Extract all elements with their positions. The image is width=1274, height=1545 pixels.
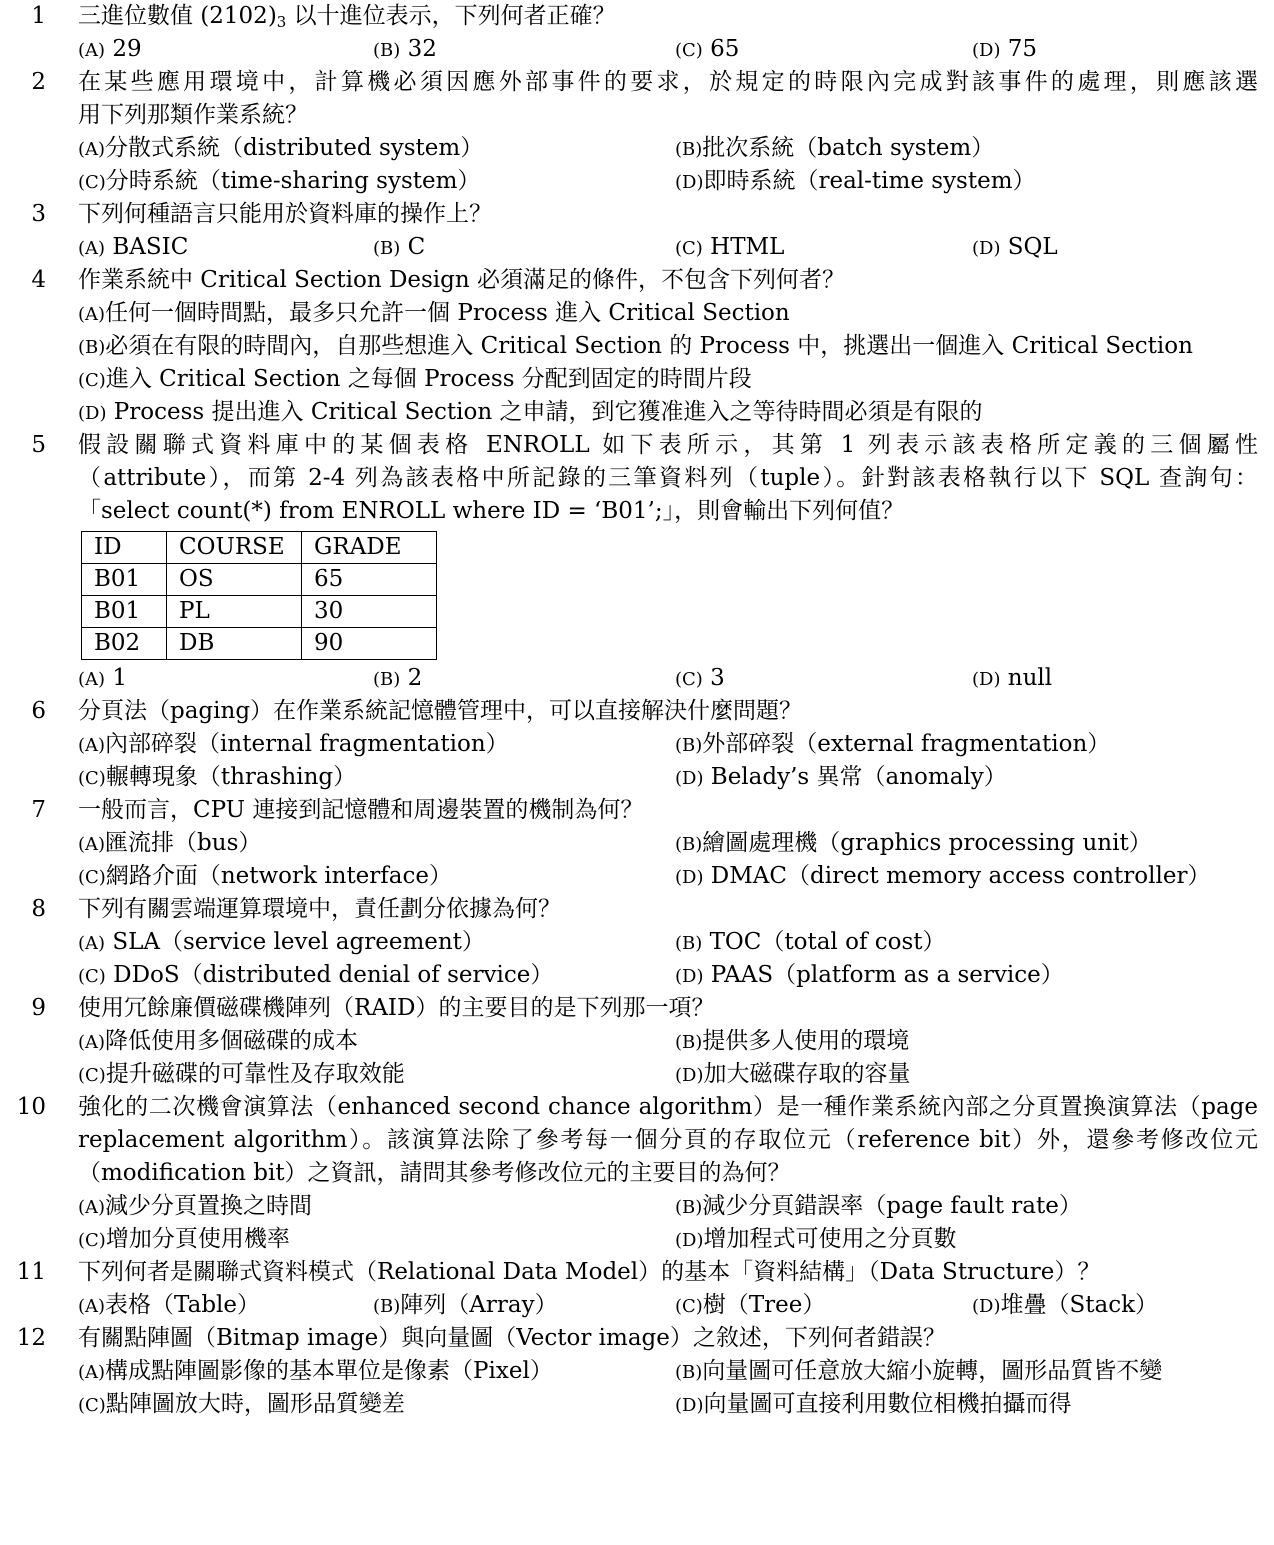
question-line [0, 1322, 1274, 1355]
options-row [0, 231, 1274, 264]
option-c [78, 1058, 405, 1092]
question-number: 8 [31, 896, 46, 922]
question-text: 使用冗餘廉價磁碟機陣列（RAID）的主要目的是下列那一項？ [78, 995, 715, 1021]
option-label: (D) [972, 40, 1001, 61]
option-label: (B) [373, 669, 401, 690]
question-5 [0, 429, 1274, 695]
table-cell: B01 [82, 596, 167, 628]
option-text: 加大磁碟存取的容量 [703, 1061, 911, 1087]
option-a [78, 231, 188, 265]
option-label: (D) [675, 768, 704, 789]
option-b [373, 1289, 558, 1323]
option-c [78, 860, 452, 894]
option-label: (A) [78, 669, 106, 690]
option-text: 網路介面（network interface） [105, 863, 453, 889]
option-label: (D) [675, 867, 704, 888]
option-text: C [400, 234, 426, 260]
question-number: 5 [31, 432, 46, 458]
question-4 [0, 264, 1274, 429]
option-text: 增加分頁使用機率 [105, 1226, 290, 1252]
option-b [675, 1190, 1082, 1224]
option-text: 增加程式可使用之分頁數 [703, 1226, 957, 1252]
question-text: 作業系統中 Critical Section Design 必須滿足的條件，不包含下列何者？ [78, 267, 845, 293]
option-label: (B) [675, 139, 703, 160]
options-row [0, 959, 1274, 992]
question-line [0, 1124, 1274, 1157]
question-11 [0, 1256, 1274, 1322]
option-d [675, 959, 1064, 993]
option-text: 75 [1000, 36, 1038, 62]
option-text: SQL [1000, 234, 1058, 260]
option-text: HTML [702, 234, 785, 260]
question-text: 「select count(*) from ENROLL where ID = ‘B01’;」，則會輸出下列何值？ [78, 498, 905, 524]
table-cell: COURSE [167, 532, 302, 564]
option-label: (D) [675, 1395, 704, 1416]
option-label: (D) [972, 238, 1001, 259]
option-text: 匯流排（bus） [105, 830, 262, 856]
table-cell: GRADE [302, 532, 437, 564]
question-line [0, 794, 1274, 827]
options-row [0, 132, 1274, 165]
option-a [78, 827, 261, 861]
question-text: replacement algorithm）。該演算法除了參考每一個分頁的存取位元（reference bit）外，還參考修改位元 [78, 1127, 1258, 1153]
question-12 [0, 1322, 1274, 1421]
question-line [0, 66, 1274, 99]
table-cell: B02 [82, 628, 167, 660]
option-c [78, 1388, 405, 1422]
option-text: 進入 Critical Section 之每個 Process 分配到固定的時間片段 [105, 366, 752, 392]
option-label: (D) [675, 966, 704, 987]
question-9 [0, 992, 1274, 1091]
question-number: 10 [16, 1094, 46, 1120]
option-text: DMAC（direct memory access controller） [703, 863, 1211, 889]
option-label: (A) [78, 735, 106, 756]
option-label: (C) [675, 1296, 703, 1317]
option-text: null [1000, 665, 1053, 691]
table-cell: B01 [82, 564, 167, 596]
option-a [78, 728, 509, 762]
options-row [0, 827, 1274, 860]
option-text: 1 [105, 665, 127, 691]
option-b [675, 827, 1152, 861]
table-row [82, 596, 437, 628]
option-text: TOC（total of cost） [702, 929, 946, 955]
option-label: (B) [675, 933, 703, 954]
option-b [373, 231, 425, 265]
options-row [0, 1289, 1274, 1322]
question-line [0, 0, 1274, 33]
option-label: (B) [675, 1362, 703, 1383]
question-text-part: 以十進位表示，下列何者正確？ [286, 3, 616, 29]
option-text: DDoS（distributed denial of service） [105, 962, 554, 988]
option-text: 29 [105, 36, 142, 62]
question-line [0, 1256, 1274, 1289]
table-cell: PL [167, 596, 302, 628]
table-cell: 90 [302, 628, 437, 660]
question-text: （modification bit）之資訊，請問其參考修改位元的主要目的為何？ [78, 1160, 791, 1186]
question-line [0, 1091, 1274, 1124]
question-line [0, 695, 1274, 728]
option-a [78, 926, 485, 960]
option-text: 降低使用多個磁碟的成本 [105, 1028, 359, 1054]
option-label: (B) [675, 1032, 703, 1053]
question-line [0, 462, 1274, 495]
option-text: 樹（Tree） [702, 1292, 826, 1318]
options-row [0, 33, 1274, 66]
option-text: 繪圖處理機（graphics processing unit） [702, 830, 1152, 856]
option-label: (B) [675, 1197, 703, 1218]
options-row [0, 860, 1274, 893]
option-b [675, 926, 946, 960]
options-row [0, 297, 1274, 330]
option-label: (A) [78, 1296, 106, 1317]
option-c [675, 1289, 825, 1323]
option-label: (C) [675, 238, 703, 259]
option-b [373, 662, 422, 696]
option-label: (A) [78, 1362, 106, 1383]
option-text: 減少分頁置換之時間 [105, 1193, 313, 1219]
option-d [675, 165, 1036, 199]
question-text: 用下列那類作業系統？ [78, 102, 308, 128]
table-cell: OS [167, 564, 302, 596]
options-row [0, 761, 1274, 794]
option-label: (B) [675, 735, 703, 756]
option-label: (B) [373, 238, 401, 259]
option-c [675, 231, 784, 265]
option-text: 3 [702, 665, 725, 691]
option-label: (B) [373, 1296, 401, 1317]
option-d [675, 1388, 1071, 1422]
question-line [0, 264, 1274, 297]
option-text: 32 [400, 36, 437, 62]
option-text: 外部碎裂（external fragmentation） [702, 731, 1111, 757]
question-number: 4 [31, 267, 46, 293]
options-row [0, 1025, 1274, 1058]
option-text: 點陣圖放大時，圖形品質變差 [105, 1391, 405, 1417]
question-number: 2 [31, 69, 46, 95]
option-text: 65 [702, 36, 740, 62]
option-label: (C) [78, 370, 106, 391]
question-text: 有關點陣圖（Bitmap image）與向量圖（Vector image）之敘述，下列何者錯誤？ [78, 1325, 946, 1351]
option-a [78, 1025, 358, 1059]
table-row [82, 532, 437, 564]
question-text: 在某些應用環境中，計算機必須因應外部事件的要求，於規定的時限內完成對該事件的處理，則應該選 [78, 69, 1258, 95]
option-label: (A) [78, 834, 106, 855]
option-label: (A) [78, 238, 106, 259]
option-text: 2 [400, 665, 423, 691]
options-row [0, 1388, 1274, 1421]
option-label: (C) [78, 966, 106, 987]
option-d [675, 1223, 956, 1257]
question-line [0, 429, 1274, 462]
option-d [972, 662, 1052, 696]
question-text: 一般而言，CPU 連接到記憶體和周邊裝置的機制為何？ [78, 797, 644, 823]
option-c [78, 165, 480, 199]
question-number: 12 [16, 1325, 46, 1351]
option-label: (A) [78, 304, 106, 325]
question-line [0, 992, 1274, 1025]
option-a [78, 662, 127, 696]
table-cell: ID [82, 532, 167, 564]
option-label: (D) [78, 403, 107, 424]
question-10 [0, 1091, 1274, 1256]
option-text: 向量圖可任意放大縮小旋轉，圖形品質皆不變 [702, 1358, 1163, 1384]
option-a [78, 1289, 260, 1323]
option-text: 批次系統（batch system） [702, 135, 995, 161]
option-label: (A) [78, 1197, 106, 1218]
option-label: (C) [78, 1065, 106, 1086]
option-d [78, 396, 982, 430]
question-line [0, 99, 1274, 132]
table-cell: 30 [302, 596, 437, 628]
options-row [0, 728, 1274, 761]
table-row [82, 564, 437, 596]
question-number: 1 [31, 3, 46, 29]
option-b [675, 132, 994, 166]
question-text: 分頁法（paging）在作業系統記憶體管理中，可以直接解決什麼問題？ [78, 698, 803, 724]
question-number: 9 [31, 995, 46, 1021]
option-c [675, 662, 725, 696]
option-text: Process 提出進入 Critical Section 之申請，到它獲准進入之等待時間必須是有限的 [106, 399, 983, 425]
option-label: (C) [78, 172, 106, 193]
option-text: 分散式系統（distributed system） [105, 135, 484, 161]
option-c [78, 959, 553, 993]
question-6 [0, 695, 1274, 794]
option-label: (A) [78, 40, 106, 61]
options-row [0, 1190, 1274, 1223]
option-c [78, 363, 752, 397]
question-text: （attribute），而第 2-4 列為該表格中所記錄的三筆資料列（tuple）。針對該表格執行以下 SQL 查詢句： [78, 465, 1258, 491]
question-8 [0, 893, 1274, 992]
option-label: (D) [972, 669, 1001, 690]
option-label: (D) [675, 1065, 704, 1086]
table-cell: 65 [302, 564, 437, 596]
option-text: BASIC [105, 234, 189, 260]
option-text: 向量圖可直接利用數位相機拍攝而得 [703, 1391, 1072, 1417]
options-row [0, 165, 1274, 198]
option-d [972, 1289, 1158, 1323]
option-a [78, 1190, 312, 1224]
question-text: 假設關聯式資料庫中的某個表格 ENROLL 如下表所示，其第 1 列表示該表格所定義的三個屬性 [78, 432, 1258, 458]
table-row [82, 628, 437, 660]
options-row [0, 1355, 1274, 1388]
question-3 [0, 198, 1274, 264]
question-2 [0, 66, 1274, 198]
option-d [675, 761, 1007, 795]
option-label: (C) [675, 669, 703, 690]
question-number: 11 [16, 1259, 46, 1285]
option-label: (D) [675, 172, 704, 193]
option-d [675, 860, 1210, 894]
option-b [675, 728, 1110, 762]
enroll-table [81, 531, 437, 660]
option-label: (A) [78, 1032, 106, 1053]
option-a [78, 1355, 553, 1389]
options-row [0, 926, 1274, 959]
option-d [675, 1058, 910, 1092]
options-row [0, 330, 1274, 363]
option-b [78, 330, 1193, 364]
option-text: 輾轉現象（thrashing） [105, 764, 357, 790]
option-text: Belady’s 異常（anomaly） [703, 764, 1007, 790]
question-text: 強化的二次機會演算法（enhanced second chance algorithm）是一種作業系統內部之分頁置換演算法（page [78, 1094, 1258, 1120]
options-row [0, 363, 1274, 396]
option-label: (B) [675, 834, 703, 855]
option-label: (B) [373, 40, 401, 61]
options-row [0, 1058, 1274, 1091]
option-label: (C) [78, 768, 106, 789]
option-c [675, 33, 739, 67]
options-row [0, 396, 1274, 429]
option-text: 提升磁碟的可靠性及存取效能 [105, 1061, 405, 1087]
question-text: 下列何者是關聯式資料模式（Relational Data Model）的基本「資料結構」（Data Structure）？ [78, 1259, 1101, 1285]
question-number: 3 [31, 201, 46, 227]
option-b [373, 33, 437, 67]
option-text: 必須在有限的時間內，自那些想進入 Critical Section 的 Process 中，挑選出一個進入 Critical Section [105, 333, 1193, 359]
option-label: (B) [78, 337, 106, 358]
option-d [972, 33, 1037, 67]
option-a [78, 297, 790, 331]
table-cell: DB [167, 628, 302, 660]
question-text [78, 0, 1258, 33]
option-text: 堆疊（Stack） [1000, 1292, 1159, 1318]
option-text: 即時系統（real-time system） [703, 168, 1036, 194]
question-text: 下列有關雲端運算環境中，責任劃分依據為何？ [78, 896, 561, 922]
option-text: 提供多人使用的環境 [702, 1028, 910, 1054]
option-text: 分時系統（time-sharing system） [105, 168, 481, 194]
question-text: 下列何種語言只能用於資料庫的操作上？ [78, 201, 492, 227]
question-1 [0, 0, 1274, 66]
question-number: 6 [31, 698, 46, 724]
option-d [972, 231, 1058, 265]
option-a [78, 132, 483, 166]
question-line [0, 893, 1274, 926]
option-text: PAAS（platform as a service） [703, 962, 1064, 988]
option-a [78, 33, 142, 67]
question-line [0, 1157, 1274, 1190]
options-row [0, 662, 1274, 695]
option-label: (D) [675, 1230, 704, 1251]
option-text: 表格（Table） [105, 1292, 261, 1318]
question-number: 7 [31, 797, 46, 823]
option-label: (A) [78, 139, 106, 160]
option-label: (C) [78, 1395, 106, 1416]
question-line [0, 198, 1274, 231]
options-row [0, 1223, 1274, 1256]
option-text: 陣列（Array） [400, 1292, 558, 1318]
question-7 [0, 794, 1274, 893]
option-text: 內部碎裂（internal fragmentation） [105, 731, 509, 757]
question-text-part: 三進位數值 (2102) [78, 3, 277, 29]
option-label: (A) [78, 933, 106, 954]
option-text: 減少分頁錯誤率（page fault rate） [702, 1193, 1082, 1219]
option-text: SLA（service level agreement） [105, 929, 485, 955]
option-text: 任何一個時間點，最多只允許一個 Process 進入 Critical Section [105, 300, 790, 326]
option-b [675, 1355, 1162, 1389]
option-c [78, 761, 356, 795]
option-c [78, 1223, 290, 1257]
question-line [0, 495, 1274, 528]
option-text: 構成點陣圖影像的基本單位是像素（Pixel） [105, 1358, 553, 1384]
option-b [675, 1025, 909, 1059]
option-label: (D) [972, 1296, 1001, 1317]
base-subscript: 3 [276, 13, 287, 31]
option-label: (C) [78, 867, 106, 888]
option-label: (C) [675, 40, 703, 61]
option-label: (C) [78, 1230, 106, 1251]
